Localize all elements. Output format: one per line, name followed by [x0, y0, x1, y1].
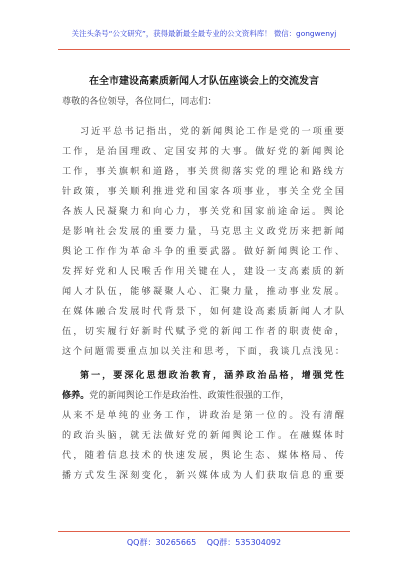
- header-banner: 关注头条号“公文研究”，获得最新最全最专业的公文资料库！ 微信：gongwenyj: [71, 29, 337, 38]
- paragraph-line: 的政治头脑，就无法做好党的新闻舆论工作。在融媒体时: [62, 431, 344, 441]
- footer-contact: QQ群：30265665 QQ群：535304092: [126, 538, 282, 547]
- section-lead-text: 党的新闻舆论工作是政治性、政策性很强的工作，: [89, 391, 290, 401]
- paragraph-line: 针政策，事关顺利推进党和国家各项事业，事关全党全国: [62, 187, 344, 197]
- paragraph-line: 这个问题需要重点加以关注和思考，下面，我谈几点浅见：: [62, 347, 344, 357]
- paragraph-line: 是影响社会发展的重要力量，马克思主义政党历来把新闻: [62, 227, 344, 237]
- document-title: 在全市建设高素质新闻人才队伍座谈会上的交流发言: [89, 76, 319, 87]
- section-heading: 第一，要深化思想政治教育，涵养政治品格，增强党性: [80, 370, 344, 381]
- paragraph-line: 各族人民凝聚力和向心力，事关党和国家前途命运。舆论: [62, 207, 344, 217]
- paragraph-line: 工作，是治国理政、定国安邦的大事。做好党的新闻舆论: [62, 147, 344, 157]
- paragraph-line: 从来不是单纯的业务工作，讲政治是第一位的。没有清醒: [62, 411, 344, 421]
- paragraph-line: 在媒体融合发展时代背景下，如何建设高素质新闻人才队: [62, 307, 344, 317]
- paragraph-line: 闻人才队伍，能够凝聚人心、汇聚力量，推动事业发展。: [62, 287, 344, 297]
- paragraph-line: 习近平总书记指出，党的新闻舆论工作是党的一项重要: [80, 127, 344, 137]
- paragraph-line: 代，随着信息技术的快速发展，舆论生态、媒体格局、传: [62, 451, 344, 461]
- section-heading-tail: 修养。: [62, 390, 90, 401]
- paragraph-line: 伍，切实履行好新时代赋予党的新闻工作者的职责使命，: [62, 327, 344, 337]
- paragraph-line: 工作，事关旗帜和道路，事关贯彻落实党的理论和路线方: [62, 167, 344, 177]
- salutation: 尊敬的各位领导，各位同仁，同志们：: [62, 97, 217, 107]
- header-divider: [58, 49, 350, 50]
- paragraph-line: 播方式发生深刻变化，新兴媒体成为人们获取信息的重要: [62, 471, 344, 481]
- section-heading-continued: [62, 390, 344, 402]
- paragraph-line: 舆论工作作为革命斗争的重要武器。做好新闻舆论工作、: [62, 247, 344, 257]
- paragraph-line: 发挥好党和人民喉舌作用关键在人，建设一支高素质的新: [62, 267, 344, 277]
- footer-divider: [58, 531, 350, 532]
